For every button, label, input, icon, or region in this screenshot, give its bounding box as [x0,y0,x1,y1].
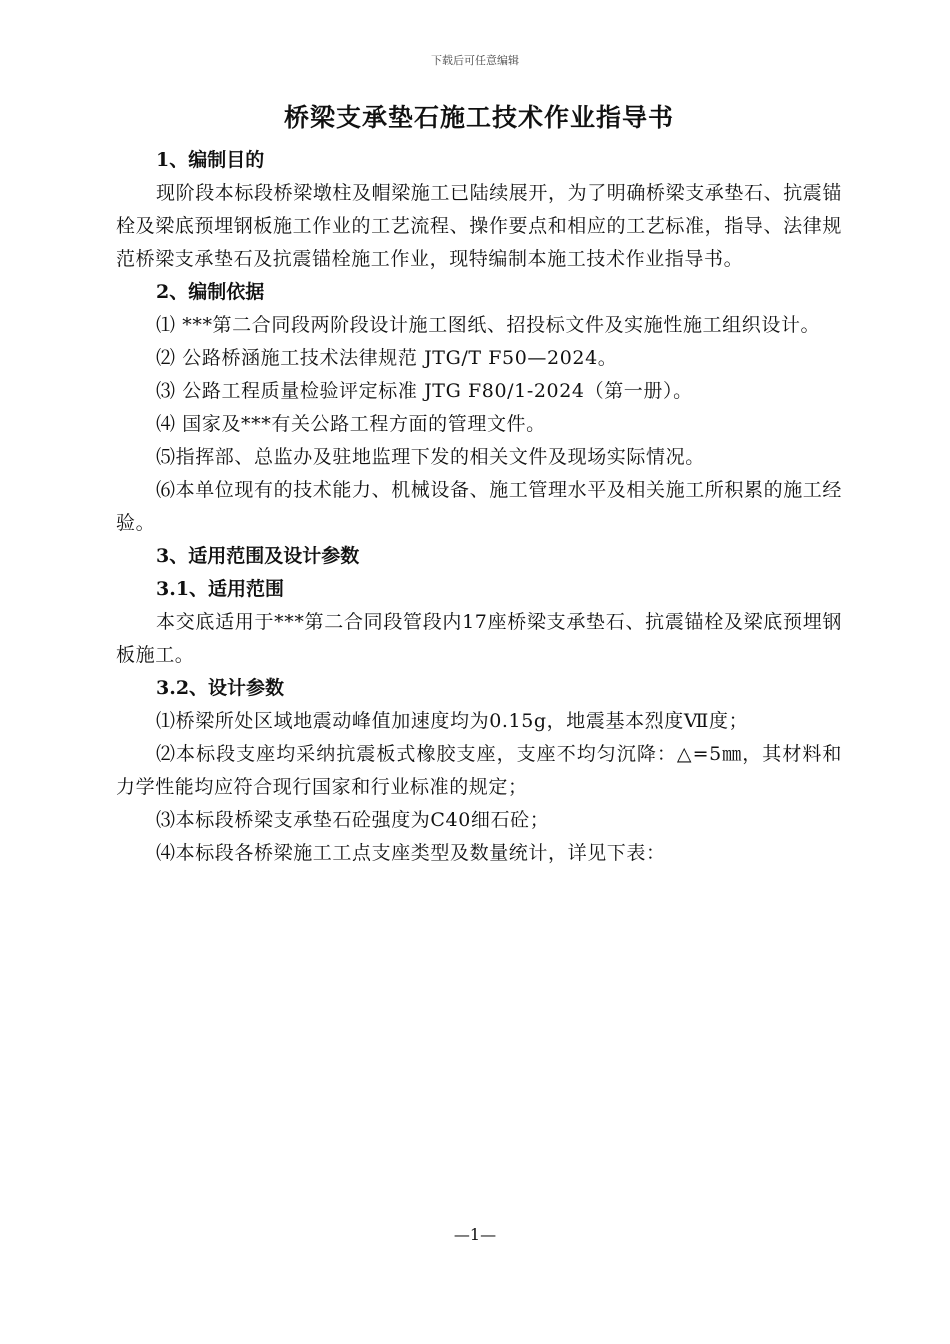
page-number: —1— [453,1225,497,1244]
parameter-item: ⑴桥梁所处区域地震动峰值加速度均为0.15g，地震基本烈度Ⅶ度； [156,710,749,732]
parameter-item: ⑷本标段各桥梁施工工点支座类型及数量统计，详见下表： [156,842,666,864]
basis-item: ⑶ 公路工程质量检验评定标准 JTG F80/1-2024（第一册）。 [156,380,693,402]
basis-item: ⑸指挥部、总监办及驻地监理下发的相关文件及现场实际情况。 [156,446,705,468]
header-note: 下载后可任意编辑 [431,54,519,67]
basis-item: ⑹本单位现有的技术能力、机械设备、施工管理水平及相关施工所积累的施工经验。 [116,479,843,534]
section-paragraph-purpose: 现阶段本标段桥梁墩柱及帽梁施工已陆续展开，为了明确桥梁支承垫石、抗震锚栓及梁底预埋钢板施工作业的工艺流程、操作要点和相应的工艺标准，指导、法律规范桥梁支承垫石及抗震锚栓施工作业，现特编制本施工技术作业指导书。 [116,182,843,270]
parameter-item: ⑶本标段桥梁支承垫石砼强度为C40细石砼； [156,809,550,831]
basis-item: ⑷ 国家及***有关公路工程方面的管理文件。 [156,413,546,435]
section-heading-basis: 2、编制依据 [156,281,265,303]
section-heading-scope: 3、适用范围及设计参数 [156,545,360,567]
basis-item: ⑴ ***第二合同段两阶段设计施工图纸、招投标文件及实施性施工组织设计。 [156,314,821,336]
section-heading-purpose: 1、编制目的 [156,149,265,171]
subsection-heading-parameters: 3.2、设计参数 [156,677,285,699]
basis-item: ⑵ 公路桥涵施工技术法律规范 JTG/T F50—2024。 [156,347,618,369]
scope-paragraph: 本交底适用于***第二合同段管段内17座桥梁支承垫石、抗震锚栓及梁底预埋钢板施工。 [116,611,842,666]
parameter-item: ⑵本标段支座均采纳抗震板式橡胶支座，支座不均匀沉降：△=5㎜，其材料和力学性能均应符合现行国家和行业标准的规定； [116,743,842,798]
document-body [116,100,842,870]
subsection-heading-scope: 3.1、适用范围 [156,578,285,600]
document-title: 桥梁支承垫石施工技术作业指导书 [283,103,674,132]
